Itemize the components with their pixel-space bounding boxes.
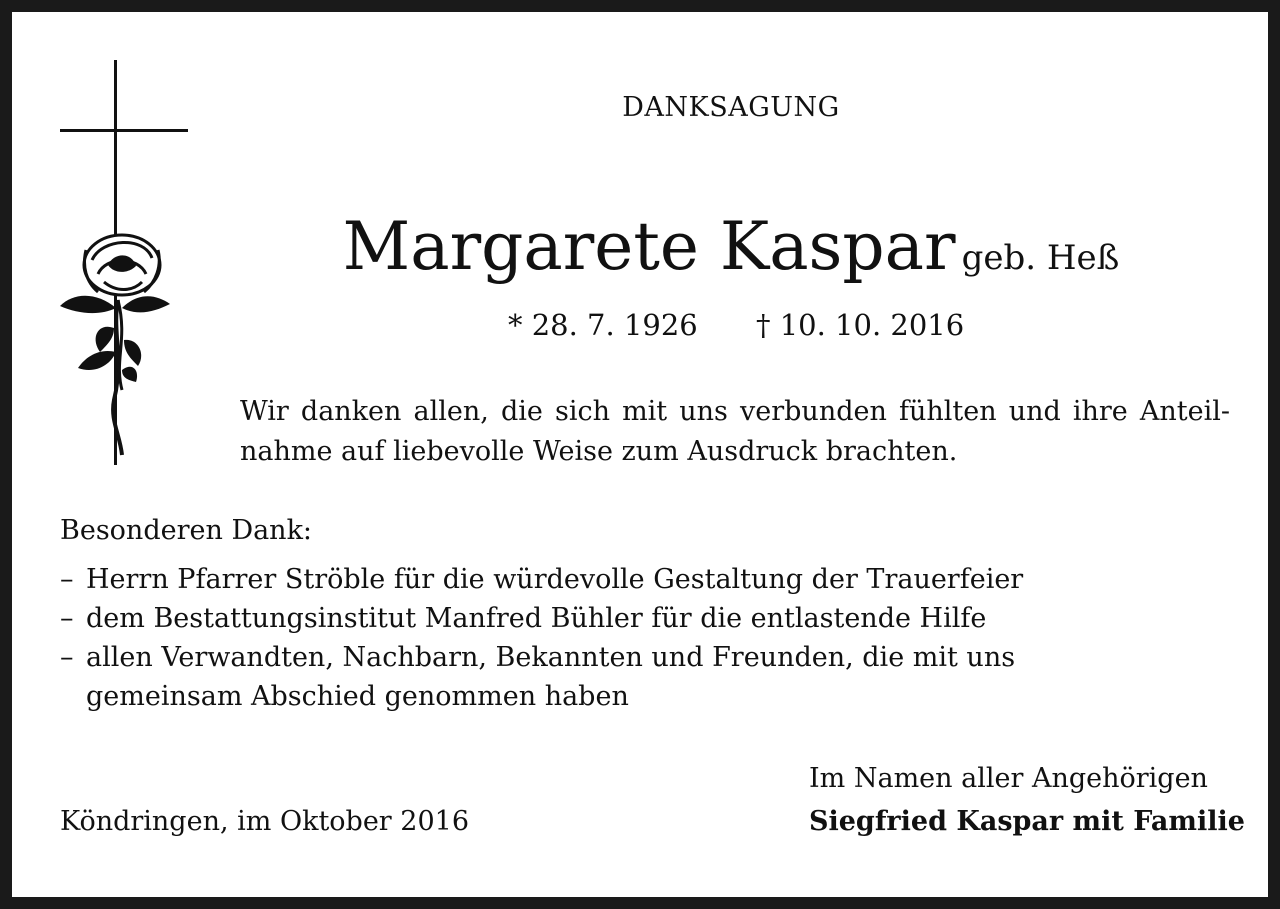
list-item-text: allen Verwandten, Nachbarn, Bekannten und Freunden, die mit uns gemeinsam Abschied genommen haben	[86, 642, 1016, 712]
deceased-name: Margarete Kaspar	[342, 208, 956, 285]
maiden-name: geb. Heß	[961, 238, 1120, 278]
list-dash: –	[60, 603, 74, 634]
special-thanks-title: Besonderen Dank:	[60, 515, 313, 546]
list-item-text: dem Bestattungsinstitut Manfred Bühler für die entlastende Hilfe	[86, 603, 987, 634]
list-item	[60, 560, 1176, 599]
list-dash: –	[60, 642, 74, 673]
notice-heading: DANKSAGUNG	[622, 92, 840, 123]
signature: Siegfried Kaspar mit Familie	[809, 806, 1245, 837]
special-thanks-list	[60, 560, 1176, 716]
birth-date: * 28. 7. 1926	[508, 308, 698, 342]
place-date: Köndringen, im Oktober 2016	[60, 806, 470, 837]
thanks-paragraph: Wir danken allen, die sich mit uns verbunden fühlten und ihre Anteilnahme auf liebevolle Weise zum Ausdruck brachten.	[240, 396, 1230, 467]
list-item-text: Herrn Pfarrer Ströble für die würdevolle Gestaltung der Trauerfeier	[86, 564, 1024, 595]
closing-line: Im Namen aller Angehörigen	[809, 763, 1208, 794]
death-date: † 10. 10. 2016	[756, 308, 965, 342]
deceased-name-line	[12, 208, 1268, 285]
list-dash: –	[60, 564, 74, 595]
obituary-notice	[12, 12, 1268, 897]
list-item	[60, 599, 1176, 638]
list-item	[60, 638, 1176, 716]
